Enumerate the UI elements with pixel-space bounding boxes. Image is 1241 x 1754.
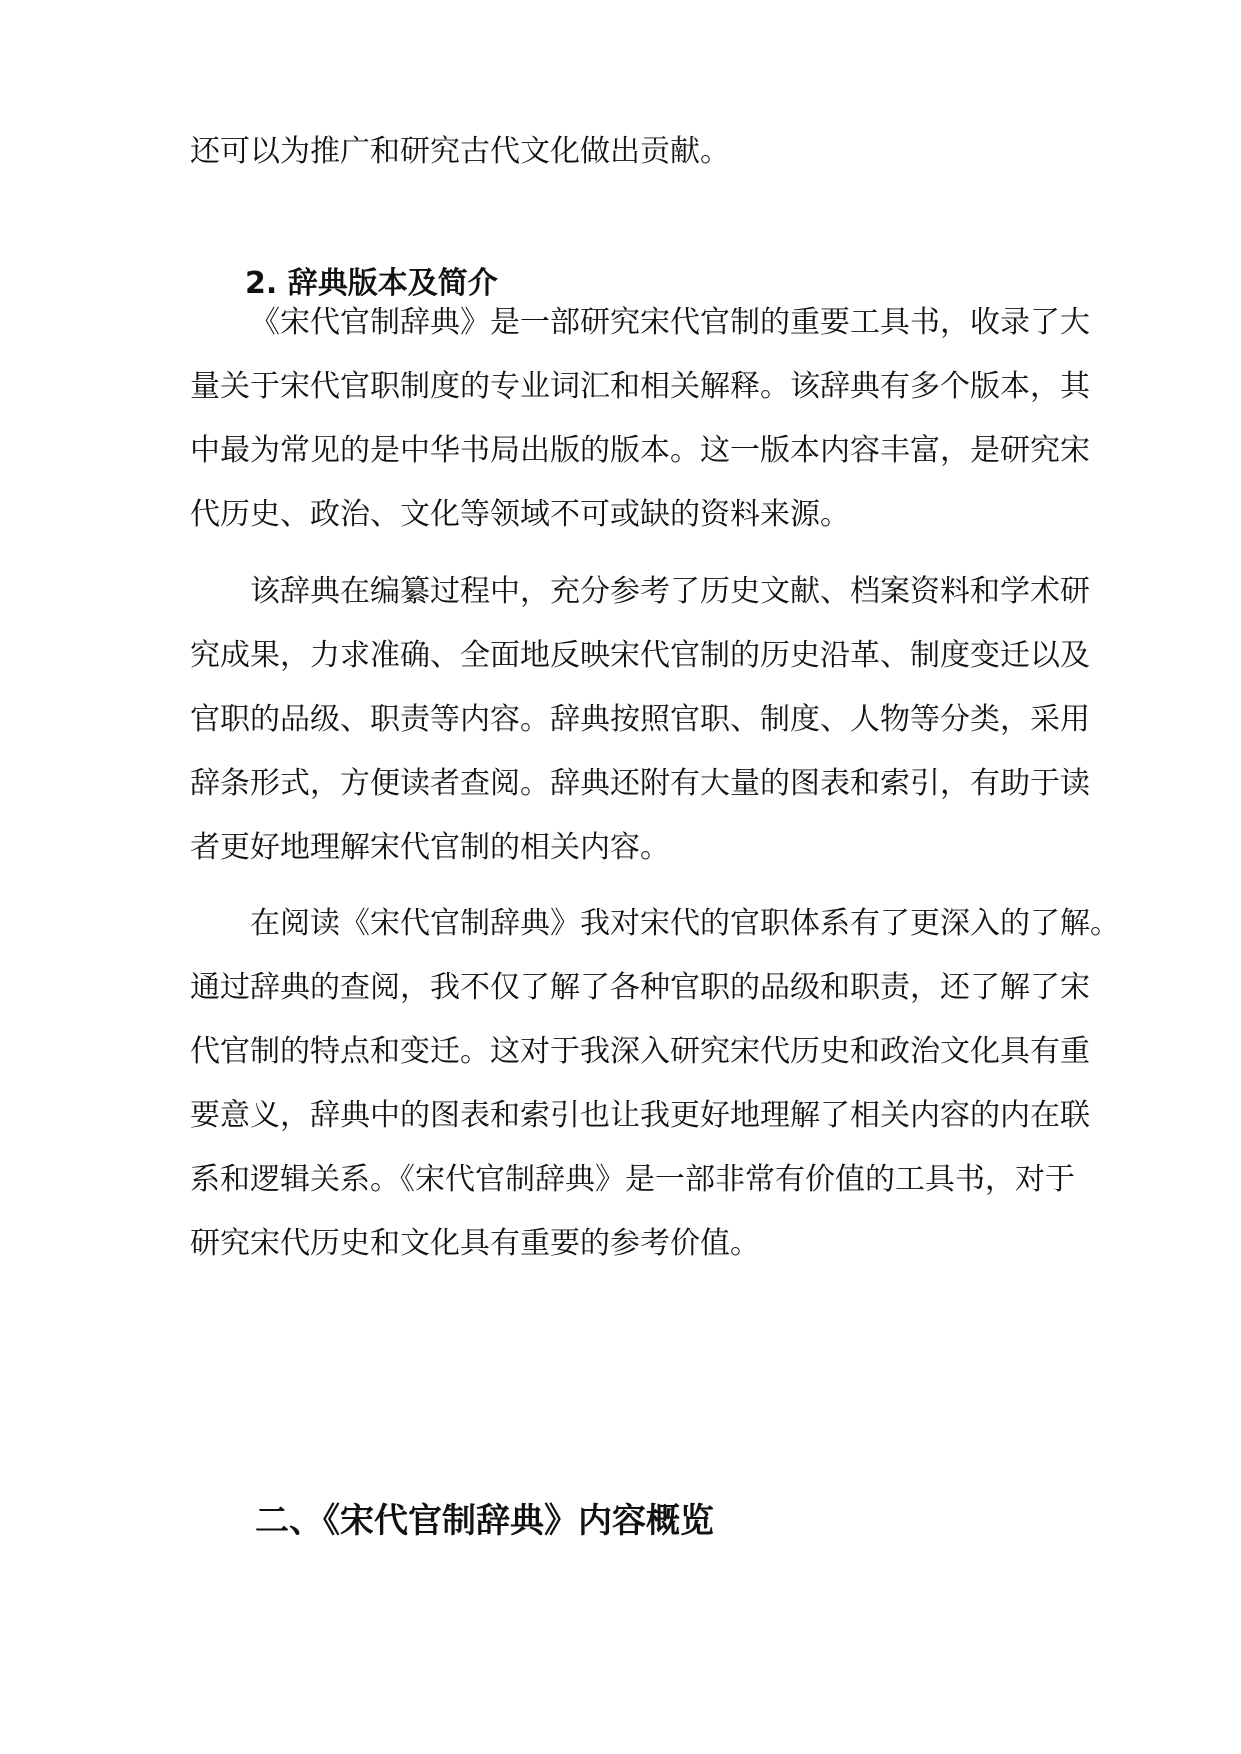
paragraph-3-line-3: 代官制的特点和变迁。这对于我深入研究宋代历史和政治文化具有重 <box>190 1034 1090 1069</box>
paragraph-3-line-5: 系和逻辑关系。《宋代官制辞典》是一部非常有价值的工具书，对于 <box>190 1162 1075 1197</box>
section-heading: 2. 辞典版本及简介 <box>245 266 498 301</box>
paragraph-2-line-1: 该辞典在编纂过程中，充分参考了历史文献、档案资料和学术研 <box>250 574 1090 609</box>
paragraph-3-line-6: 研究宋代历史和文化具有重要的参考价值。 <box>190 1226 760 1261</box>
paragraph-3-line-2: 通过辞典的查阅，我不仅了解了各种官职的品级和职责，还了解了宋 <box>190 970 1090 1005</box>
paragraph-1-line-1: 《宋代官制辞典》是一部研究宋代官制的重要工具书，收录了大 <box>250 305 1090 340</box>
paragraph-1-line-3: 中最为常见的是中华书局出版的版本。这一版本内容丰富，是研究宋 <box>190 433 1090 468</box>
paragraph-3-line-4: 要意义，辞典中的图表和索引也让我更好地理解了相关内容的内在联 <box>190 1098 1090 1133</box>
paragraph-1-line-4: 代历史、政治、文化等领域不可或缺的资料来源。 <box>190 497 850 532</box>
paragraph-2-line-5: 者更好地理解宋代官制的相关内容。 <box>190 830 670 865</box>
paragraph-3-line-1: 在阅读《宋代官制辞典》我对宋代的官职体系有了更深入的了解。 <box>250 906 1120 941</box>
continuation-text: 还可以为推广和研究古代文化做出贡献。 <box>190 134 730 169</box>
chapter-heading: 二、《宋代官制辞典》内容概览 <box>255 1501 714 1541</box>
paragraph-2-line-3: 官职的品级、职责等内容。辞典按照官职、制度、人物等分类，采用 <box>190 702 1090 737</box>
paragraph-1-line-2: 量关于宋代官职制度的专业词汇和相关解释。该辞典有多个版本，其 <box>190 369 1090 404</box>
paragraph-2-line-2: 究成果，力求准确、全面地反映宋代官制的历史沿革、制度变迁以及 <box>190 638 1090 673</box>
paragraph-2-line-4: 辞条形式，方便读者查阅。辞典还附有大量的图表和索引，有助于读 <box>190 766 1090 801</box>
